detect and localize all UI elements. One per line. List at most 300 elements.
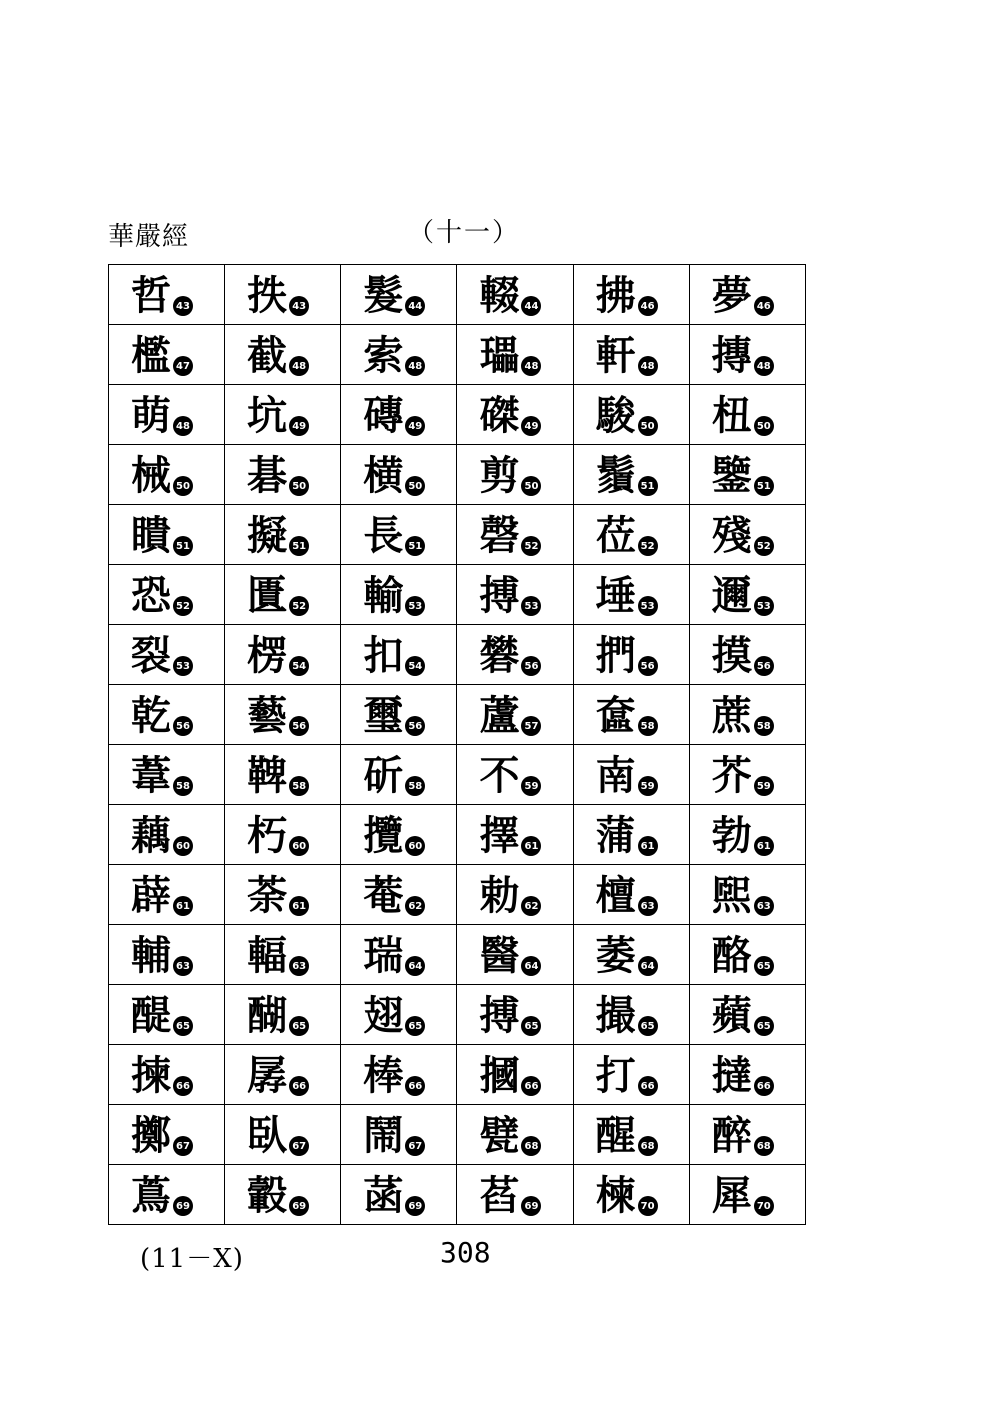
table-row xyxy=(109,985,806,1045)
table-cell xyxy=(457,265,573,325)
circled-number: 49 xyxy=(521,416,541,436)
table-cell xyxy=(689,385,805,445)
circled-number: 65 xyxy=(638,1016,658,1036)
circled-number: 70 xyxy=(638,1196,658,1216)
table-row xyxy=(109,925,806,985)
character: 殘 xyxy=(711,512,752,559)
table-cell xyxy=(341,865,457,925)
circled-number: 52 xyxy=(289,596,309,616)
character: 杻 xyxy=(711,392,752,439)
circled-number: 47 xyxy=(173,356,193,376)
character: 裂 xyxy=(131,632,171,679)
circled-number: 59 xyxy=(638,776,658,796)
table-row xyxy=(109,505,806,565)
table-cell xyxy=(225,445,341,505)
character: 斫 xyxy=(363,752,404,799)
circled-number: 59 xyxy=(521,776,541,796)
character: 鬚 xyxy=(595,452,636,499)
character: 磬 xyxy=(479,512,520,559)
character: 輟 xyxy=(479,272,520,319)
circled-number: 51 xyxy=(289,536,309,556)
table-row xyxy=(109,805,806,865)
character: 鞞 xyxy=(247,752,288,799)
character: 醐 xyxy=(247,992,288,1039)
table-cell xyxy=(457,805,573,865)
table-cell xyxy=(109,805,225,865)
character: 恐 xyxy=(131,572,171,619)
table-cell xyxy=(573,265,689,325)
character: 揀 xyxy=(131,1052,171,1099)
character: 莅 xyxy=(595,512,636,559)
circled-number: 48 xyxy=(754,356,774,376)
character: 蔦 xyxy=(131,1172,171,1219)
table-cell xyxy=(573,445,689,505)
character: 南 xyxy=(595,752,636,799)
table-cell xyxy=(225,865,341,925)
character: 萏 xyxy=(479,1172,520,1219)
circled-number: 70 xyxy=(754,1196,774,1216)
character: 横 xyxy=(363,452,404,499)
table-cell xyxy=(457,685,573,745)
circled-number: 48 xyxy=(638,356,658,376)
circled-number: 66 xyxy=(289,1076,309,1096)
table-cell xyxy=(457,1105,573,1165)
table-cell xyxy=(225,985,341,1045)
character: 輔 xyxy=(131,932,171,979)
character: 扣 xyxy=(363,632,404,679)
character: 碁 xyxy=(247,452,288,499)
table-cell xyxy=(341,805,457,865)
character: 藝 xyxy=(247,692,288,739)
table-cell xyxy=(573,1045,689,1105)
circled-number: 66 xyxy=(754,1076,774,1096)
table-cell xyxy=(109,325,225,385)
circled-number: 56 xyxy=(289,716,309,736)
table-cell xyxy=(573,985,689,1045)
circled-number: 58 xyxy=(754,716,774,736)
table-cell xyxy=(457,385,573,445)
table-cell xyxy=(341,1105,457,1165)
table-cell xyxy=(689,865,805,925)
character: 匱 xyxy=(247,572,288,619)
character-table xyxy=(108,264,806,1225)
character: 酪 xyxy=(711,932,752,979)
table-cell xyxy=(109,505,225,565)
character: 轂 xyxy=(247,1172,288,1219)
table-cell xyxy=(225,265,341,325)
table-cell xyxy=(225,1165,341,1225)
character: 截 xyxy=(247,332,288,379)
character: 犀 xyxy=(711,1172,752,1219)
circled-number: 53 xyxy=(173,656,193,676)
circled-number: 52 xyxy=(173,596,193,616)
circled-number: 53 xyxy=(754,596,774,616)
table-cell xyxy=(689,505,805,565)
table-cell xyxy=(341,925,457,985)
table-cell xyxy=(109,565,225,625)
character: 蔗 xyxy=(711,692,752,739)
character: 擇 xyxy=(479,812,520,859)
table-cell xyxy=(341,1165,457,1225)
circled-number: 53 xyxy=(638,596,658,616)
circled-number: 64 xyxy=(521,956,541,976)
character: 埵 xyxy=(595,572,636,619)
circled-number: 54 xyxy=(289,656,309,676)
table-cell xyxy=(457,325,573,385)
table-row xyxy=(109,1045,806,1105)
character: 摸 xyxy=(711,632,752,679)
table-cell xyxy=(457,865,573,925)
character: 蘋 xyxy=(711,992,752,1039)
circled-number: 44 xyxy=(521,296,541,316)
table-cell xyxy=(109,1165,225,1225)
table-cell xyxy=(573,745,689,805)
circled-number: 61 xyxy=(289,896,309,916)
table-cell xyxy=(689,445,805,505)
circled-number: 64 xyxy=(638,956,658,976)
character: 索 xyxy=(363,332,404,379)
character: 軒 xyxy=(595,332,636,379)
circled-number: 51 xyxy=(754,476,774,496)
circled-number: 48 xyxy=(289,356,309,376)
table-cell xyxy=(457,505,573,565)
circled-number: 50 xyxy=(521,476,541,496)
character: 楞 xyxy=(247,632,288,679)
table-cell xyxy=(109,925,225,985)
book-title: 華嚴經 xyxy=(108,222,190,252)
character: 摶 xyxy=(711,332,752,379)
circled-number: 50 xyxy=(754,416,774,436)
circled-number: 56 xyxy=(754,656,774,676)
table-row xyxy=(109,325,806,385)
circled-number: 65 xyxy=(754,1016,774,1036)
circled-number: 67 xyxy=(173,1136,193,1156)
table-cell xyxy=(573,1165,689,1225)
circled-number: 50 xyxy=(405,476,425,496)
character: 煕 xyxy=(711,872,752,919)
character: 翅 xyxy=(363,992,404,1039)
character: 擲 xyxy=(131,1112,171,1159)
character: 醍 xyxy=(131,992,171,1039)
character: 萌 xyxy=(131,392,171,439)
circled-number: 65 xyxy=(405,1016,425,1036)
table-cell xyxy=(225,745,341,805)
circled-number: 68 xyxy=(754,1136,774,1156)
character: 拂 xyxy=(595,272,636,319)
table-cell xyxy=(573,925,689,985)
circled-number: 52 xyxy=(754,536,774,556)
character: 撮 xyxy=(595,992,636,1039)
table-cell xyxy=(341,985,457,1045)
table-cell xyxy=(225,925,341,985)
circled-number: 66 xyxy=(405,1076,425,1096)
character: 擬 xyxy=(247,512,288,559)
circled-number: 63 xyxy=(289,956,309,976)
circled-number: 69 xyxy=(521,1196,541,1216)
circled-number: 65 xyxy=(754,956,774,976)
circled-number: 63 xyxy=(173,956,193,976)
character: 醒 xyxy=(595,1112,636,1159)
table-cell xyxy=(225,625,341,685)
table-cell xyxy=(225,565,341,625)
table-cell xyxy=(457,445,573,505)
table-cell xyxy=(225,685,341,745)
character: 瑞 xyxy=(363,932,404,979)
circled-number: 60 xyxy=(289,836,309,856)
circled-number: 68 xyxy=(638,1136,658,1156)
circled-number: 66 xyxy=(638,1076,658,1096)
circled-number: 59 xyxy=(754,776,774,796)
circled-number: 65 xyxy=(173,1016,193,1036)
character: 棒 xyxy=(363,1052,404,1099)
table-cell xyxy=(341,565,457,625)
character: 楝 xyxy=(595,1172,636,1219)
character: 搏 xyxy=(479,572,520,619)
character: 璽 xyxy=(363,692,404,739)
circled-number: 64 xyxy=(405,956,425,976)
table-cell xyxy=(689,625,805,685)
table-cell xyxy=(341,325,457,385)
character: 荼 xyxy=(247,872,288,919)
character: 攬 xyxy=(363,812,404,859)
circled-number: 60 xyxy=(173,836,193,856)
character: 駿 xyxy=(595,392,636,439)
character: 夢 xyxy=(711,272,752,319)
circled-number: 67 xyxy=(289,1136,309,1156)
table-cell xyxy=(573,805,689,865)
table-cell xyxy=(109,1045,225,1105)
circled-number: 58 xyxy=(173,776,193,796)
circled-number: 62 xyxy=(405,896,425,916)
character: 醉 xyxy=(711,1112,752,1159)
character: 不 xyxy=(479,752,520,799)
table-cell xyxy=(457,1165,573,1225)
table-cell xyxy=(689,985,805,1045)
circled-number: 57 xyxy=(521,716,541,736)
character: 髮 xyxy=(363,272,404,319)
table-cell xyxy=(689,265,805,325)
circled-number: 43 xyxy=(289,296,309,316)
footer-code: (11－X) xyxy=(140,1244,244,1274)
table-cell xyxy=(573,565,689,625)
circled-number: 65 xyxy=(289,1016,309,1036)
character: 乾 xyxy=(131,692,171,739)
table-cell xyxy=(109,1105,225,1165)
character: 醫 xyxy=(479,932,520,979)
character: 磔 xyxy=(479,392,520,439)
character: 菴 xyxy=(363,872,404,919)
character: 鬧 xyxy=(363,1112,404,1159)
circled-number: 61 xyxy=(521,836,541,856)
circled-number: 69 xyxy=(173,1196,193,1216)
table-cell xyxy=(225,325,341,385)
character: 磚 xyxy=(363,392,404,439)
table-cell xyxy=(573,385,689,445)
table-cell xyxy=(689,1045,805,1105)
table-cell xyxy=(689,745,805,805)
circled-number: 63 xyxy=(638,896,658,916)
character: 邇 xyxy=(711,572,752,619)
table-cell xyxy=(109,985,225,1045)
volume-number: （十一） xyxy=(408,218,521,248)
table-cell xyxy=(573,1105,689,1165)
circled-number: 50 xyxy=(289,476,309,496)
circled-number: 51 xyxy=(638,476,658,496)
table-cell xyxy=(225,1045,341,1105)
circled-number: 68 xyxy=(521,1136,541,1156)
circled-number: 51 xyxy=(405,536,425,556)
table-cell xyxy=(341,685,457,745)
circled-number: 56 xyxy=(521,656,541,676)
character: 奩 xyxy=(595,692,636,739)
circled-number: 69 xyxy=(405,1196,425,1216)
table-cell xyxy=(573,325,689,385)
circled-number: 53 xyxy=(405,596,425,616)
table-cell xyxy=(573,865,689,925)
circled-number: 63 xyxy=(754,896,774,916)
table-row xyxy=(109,685,806,745)
table-cell xyxy=(689,1105,805,1165)
character: 礬 xyxy=(479,632,520,679)
character: 捫 xyxy=(595,632,636,679)
table-row xyxy=(109,745,806,805)
table-cell xyxy=(457,1045,573,1105)
table-cell xyxy=(457,745,573,805)
circled-number: 50 xyxy=(638,416,658,436)
table-cell xyxy=(457,925,573,985)
page-number: 308 xyxy=(440,1236,491,1269)
table-cell xyxy=(573,685,689,745)
character: 撻 xyxy=(711,1052,752,1099)
table-cell xyxy=(109,625,225,685)
character: 勃 xyxy=(711,812,752,859)
table-cell xyxy=(341,445,457,505)
table-cell xyxy=(689,565,805,625)
circled-number: 46 xyxy=(754,296,774,316)
table-cell xyxy=(689,805,805,865)
character: 菡 xyxy=(363,1172,404,1219)
table-cell xyxy=(341,505,457,565)
character: 甓 xyxy=(479,1112,520,1159)
character: 抶 xyxy=(247,272,288,319)
character: 哲 xyxy=(131,272,171,319)
circled-number: 58 xyxy=(289,776,309,796)
table-cell xyxy=(109,685,225,745)
table-row xyxy=(109,1105,806,1165)
table-cell xyxy=(573,625,689,685)
table-row xyxy=(109,865,806,925)
character: 輻 xyxy=(247,932,288,979)
circled-number: 54 xyxy=(405,656,425,676)
table-cell xyxy=(341,745,457,805)
character: 芥 xyxy=(711,752,752,799)
character: 搏 xyxy=(479,992,520,1039)
character: 摑 xyxy=(479,1052,520,1099)
circled-number: 51 xyxy=(173,536,193,556)
table-cell xyxy=(573,505,689,565)
circled-number: 44 xyxy=(405,296,425,316)
character: 勅 xyxy=(479,872,520,919)
circled-number: 52 xyxy=(638,536,658,556)
circled-number: 53 xyxy=(521,596,541,616)
table-cell xyxy=(457,985,573,1045)
table-cell xyxy=(341,385,457,445)
circled-number: 48 xyxy=(405,356,425,376)
circled-number: 60 xyxy=(405,836,425,856)
table-cell xyxy=(689,925,805,985)
table-cell xyxy=(341,265,457,325)
circled-number: 49 xyxy=(405,416,425,436)
character: 蘆 xyxy=(479,692,520,739)
character: 薜 xyxy=(131,872,171,919)
circled-number: 65 xyxy=(521,1016,541,1036)
character: 打 xyxy=(595,1052,636,1099)
table-cell xyxy=(225,805,341,865)
table-row xyxy=(109,445,806,505)
table-cell xyxy=(341,625,457,685)
table-cell xyxy=(109,445,225,505)
circled-number: 61 xyxy=(754,836,774,856)
circled-number: 67 xyxy=(405,1136,425,1156)
circled-number: 52 xyxy=(521,536,541,556)
character: 鑒 xyxy=(711,452,752,499)
character: 檀 xyxy=(595,872,636,919)
circled-number: 46 xyxy=(638,296,658,316)
character: 萎 xyxy=(595,932,636,979)
character: 瓃 xyxy=(479,332,520,379)
circled-number: 69 xyxy=(289,1196,309,1216)
character: 剪 xyxy=(479,452,520,499)
character: 臥 xyxy=(247,1112,288,1159)
table-cell xyxy=(225,385,341,445)
table-cell xyxy=(109,385,225,445)
table-row xyxy=(109,385,806,445)
circled-number: 62 xyxy=(521,896,541,916)
table-cell xyxy=(689,1165,805,1225)
table-cell xyxy=(109,865,225,925)
circled-number: 48 xyxy=(173,416,193,436)
character: 蒲 xyxy=(595,812,636,859)
circled-number: 61 xyxy=(173,896,193,916)
circled-number: 48 xyxy=(521,356,541,376)
circled-number: 58 xyxy=(638,716,658,736)
character: 械 xyxy=(131,452,171,499)
table-cell xyxy=(225,1105,341,1165)
character: 瞶 xyxy=(131,512,171,559)
circled-number: 66 xyxy=(173,1076,193,1096)
table-cell xyxy=(457,565,573,625)
table-row xyxy=(109,565,806,625)
character: 藕 xyxy=(131,812,171,859)
circled-number: 56 xyxy=(638,656,658,676)
circled-number: 56 xyxy=(173,716,193,736)
table-cell xyxy=(341,1045,457,1105)
table-cell xyxy=(457,625,573,685)
table-row xyxy=(109,625,806,685)
circled-number: 50 xyxy=(173,476,193,496)
character: 檻 xyxy=(131,332,171,379)
circled-number: 56 xyxy=(405,716,425,736)
circled-number: 49 xyxy=(289,416,309,436)
character: 輸 xyxy=(363,572,404,619)
table-cell xyxy=(689,325,805,385)
character: 長 xyxy=(363,512,404,559)
table-cell xyxy=(689,685,805,745)
circled-number: 61 xyxy=(638,836,658,856)
character: 朽 xyxy=(247,812,288,859)
character: 坑 xyxy=(247,392,288,439)
character: 孱 xyxy=(247,1052,288,1099)
